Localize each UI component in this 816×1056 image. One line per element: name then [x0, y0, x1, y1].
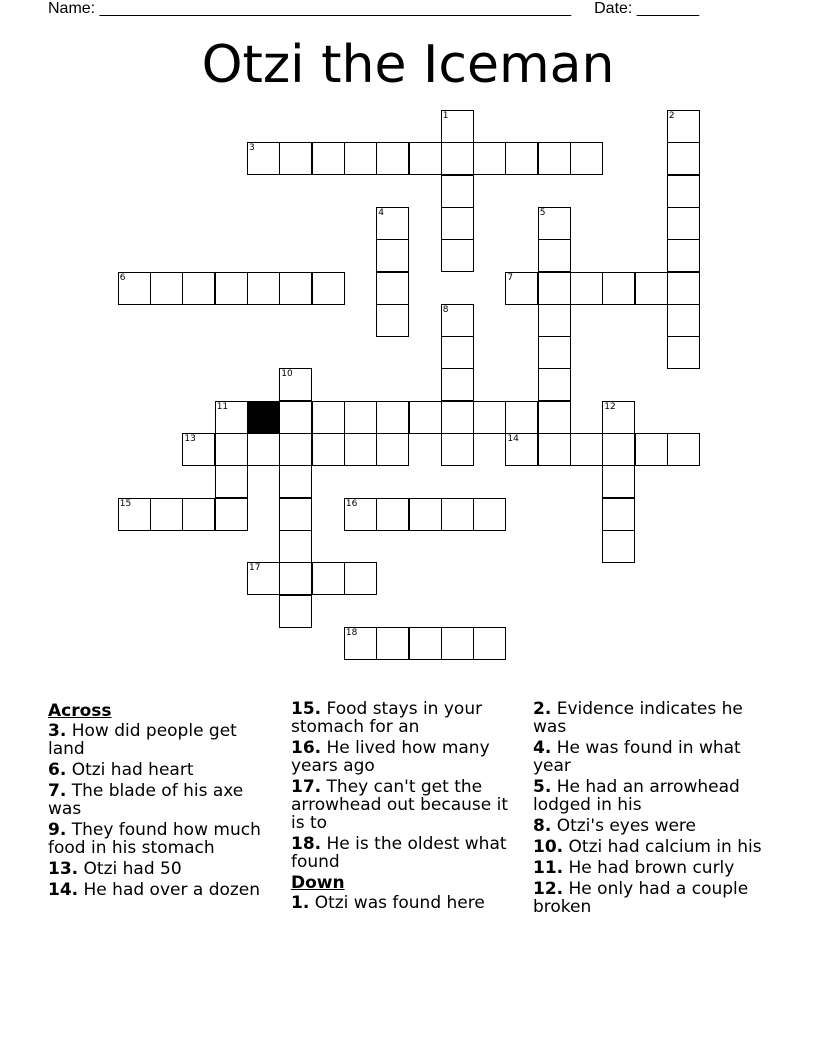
clue-text: Evidence indicates he was — [533, 699, 743, 737]
clue-text: He lived how many years ago — [291, 738, 490, 776]
clue-text: They found how much food in his stomach — [48, 820, 261, 858]
grid-cell[interactable] — [279, 562, 312, 595]
grid-cell[interactable] — [441, 498, 474, 531]
grid-cell[interactable] — [635, 433, 668, 466]
grid-cell[interactable] — [538, 368, 571, 401]
grid-cell[interactable] — [215, 498, 248, 531]
clue-number: 12 — [604, 401, 616, 412]
grid-cell[interactable] — [312, 142, 345, 175]
name-blank[interactable]: _____________________________________________________ — [99, 0, 572, 17]
clues-column-3 — [533, 700, 773, 919]
clue-number-label: 12. — [533, 879, 564, 899]
blocked-cell — [247, 401, 280, 434]
grid-cell[interactable] — [473, 142, 506, 175]
clue-number-label: 16. — [291, 738, 322, 758]
grid-cell[interactable] — [441, 368, 474, 401]
grid-cell[interactable] — [441, 336, 474, 369]
clue-text: How did people get land — [48, 721, 237, 759]
grid-cell[interactable] — [118, 498, 151, 531]
grid-cell[interactable] — [602, 465, 635, 498]
grid-cell[interactable] — [376, 207, 409, 240]
down-clue — [533, 880, 773, 916]
grid-cell[interactable] — [441, 239, 474, 272]
clue-number-label: 17. — [291, 777, 322, 797]
grid-cell[interactable] — [505, 142, 538, 175]
clue-text: Otzi had calcium in his — [563, 837, 762, 857]
clue-text: He had over a dozen — [78, 880, 261, 900]
clue-number-label: 18. — [291, 834, 322, 854]
clue-text: He only had a couple broken — [533, 879, 749, 917]
clue-text: Otzi had 50 — [78, 859, 182, 879]
grid-cell[interactable] — [538, 142, 571, 175]
across-clue — [48, 881, 276, 899]
clue-number: 1 — [442, 111, 449, 121]
grid-cell[interactable] — [667, 272, 700, 305]
grid-cell[interactable] — [247, 142, 280, 175]
grid-cell[interactable] — [344, 401, 377, 434]
page-title: Otzi the Iceman — [201, 35, 615, 95]
grid-cell[interactable] — [667, 239, 700, 272]
grid-cell[interactable] — [376, 304, 409, 337]
clue-number-label: 13. — [48, 859, 79, 879]
clue-number-label: 10. — [533, 837, 564, 857]
name-label: Name: — [48, 0, 96, 17]
grid-cell[interactable] — [182, 498, 215, 531]
down-clue — [291, 894, 519, 912]
clues-column-1 — [48, 700, 276, 902]
clue-number: 11 — [216, 401, 229, 412]
grid-cell[interactable] — [602, 272, 635, 305]
grid-cell[interactable] — [441, 142, 474, 175]
grid-cell[interactable] — [312, 562, 345, 595]
clue-text: Otzi had heart — [66, 760, 194, 780]
grid-cell[interactable] — [409, 498, 442, 531]
grid-cell[interactable] — [344, 627, 377, 660]
grid-cell[interactable] — [279, 433, 312, 466]
clue-number-label: 7. — [48, 781, 67, 801]
down-clue — [533, 700, 773, 736]
grid-cell[interactable] — [441, 627, 474, 660]
clue-text: Food stays in your stomach for an — [291, 699, 483, 737]
clue-text: He was found in what year — [533, 738, 741, 776]
grid-cell[interactable] — [279, 595, 312, 628]
clue-number-label: 14. — [48, 880, 79, 900]
date-label: Date: — [594, 0, 633, 17]
grid-cell[interactable] — [441, 110, 474, 143]
down-clue — [533, 838, 773, 856]
grid-cell[interactable] — [376, 239, 409, 272]
down-heading: Down — [291, 873, 345, 893]
clue-number: 2 — [668, 111, 675, 121]
across-clue — [291, 739, 519, 775]
grid-cell[interactable] — [182, 272, 215, 305]
clue-number: 10 — [281, 369, 293, 380]
clue-text: He is the oldest what found — [291, 834, 507, 872]
grid-cell[interactable] — [538, 336, 571, 369]
down-clue — [533, 817, 773, 835]
across-clue — [48, 821, 276, 857]
grid-cell[interactable] — [376, 498, 409, 531]
clue-text: He had brown curly — [563, 858, 735, 878]
clue-text: Otzi's eyes were — [551, 816, 697, 836]
clues-column-2 — [291, 700, 519, 915]
clue-number: 6 — [119, 272, 126, 283]
clue-text: The blade of his axe was — [48, 781, 244, 819]
grid-cell[interactable] — [279, 272, 312, 305]
grid-cell[interactable] — [376, 433, 409, 466]
grid-cell[interactable] — [667, 336, 700, 369]
grid-cell[interactable] — [182, 433, 215, 466]
clue-number-label: 8. — [533, 816, 552, 836]
clue-number-label: 11. — [533, 858, 564, 878]
grid-cell[interactable] — [409, 142, 442, 175]
grid-cell[interactable] — [667, 175, 700, 208]
grid-cell[interactable] — [312, 433, 345, 466]
grid-cell[interactable] — [215, 272, 248, 305]
clue-number: 8 — [442, 304, 449, 315]
clue-number-label: 3. — [48, 721, 67, 741]
grid-cell[interactable] — [441, 401, 474, 434]
grid-cell[interactable] — [441, 304, 474, 337]
grid-cell[interactable] — [344, 433, 377, 466]
across-clue — [48, 761, 276, 779]
across-clue — [48, 722, 276, 758]
grid-cell[interactable] — [344, 498, 377, 531]
clue-number: 7 — [507, 272, 514, 283]
clue-number-label: 4. — [533, 738, 552, 758]
grid-cell[interactable] — [602, 433, 635, 466]
across-heading: Across — [48, 701, 112, 721]
grid-cell[interactable] — [376, 627, 409, 660]
grid-cell[interactable] — [150, 498, 183, 531]
clue-number-label: 15. — [291, 699, 322, 719]
clue-number-label: 5. — [533, 777, 552, 797]
clue-number-label: 1. — [291, 893, 310, 913]
clue-number: 4 — [378, 207, 384, 218]
grid-cell[interactable] — [279, 465, 312, 498]
grid-cell[interactable] — [602, 530, 635, 563]
grid-cell[interactable] — [538, 401, 571, 434]
across-clue — [291, 700, 519, 736]
grid-cell[interactable] — [538, 304, 571, 337]
grid-cell[interactable] — [667, 207, 700, 240]
grid-cell[interactable] — [279, 142, 312, 175]
clue-number: 18 — [345, 627, 358, 638]
clue-number: 16 — [345, 498, 358, 509]
clue-text: They can't get the arrowhead out because it is to — [291, 777, 509, 833]
clue-text: He had an arrowhead lodged in his — [533, 777, 740, 815]
grid-cell[interactable] — [441, 207, 474, 240]
grid-cell[interactable] — [279, 368, 312, 401]
down-clue — [533, 859, 773, 877]
grid-cell[interactable] — [505, 272, 538, 305]
grid-cell[interactable] — [312, 401, 345, 434]
grid-cell[interactable] — [441, 433, 474, 466]
grid-cell[interactable] — [505, 433, 538, 466]
down-clue — [533, 739, 773, 775]
across-clue — [291, 835, 519, 871]
across-clue — [48, 860, 276, 878]
grid-cell[interactable] — [667, 110, 700, 143]
grid-cell[interactable] — [376, 142, 409, 175]
grid-cell[interactable] — [667, 304, 700, 337]
down-clue — [533, 778, 773, 814]
grid-cell[interactable] — [279, 530, 312, 563]
grid-cell[interactable] — [473, 401, 506, 434]
grid-cell[interactable] — [344, 562, 377, 595]
grid-cell[interactable] — [247, 562, 280, 595]
grid-cell[interactable] — [635, 272, 668, 305]
grid-cell[interactable] — [667, 433, 700, 466]
grid-cell[interactable] — [570, 272, 603, 305]
clue-number: 17 — [249, 563, 261, 574]
grid-cell[interactable] — [570, 433, 603, 466]
grid-cell[interactable] — [538, 207, 571, 240]
grid-cell[interactable] — [602, 498, 635, 531]
clue-number: 5 — [539, 207, 546, 218]
grid-cell[interactable] — [376, 401, 409, 434]
grid-cell[interactable] — [409, 627, 442, 660]
clue-number: 14 — [507, 434, 519, 444]
grid-cell[interactable] — [279, 401, 312, 434]
grid-cell[interactable] — [409, 401, 442, 434]
across-clue — [48, 782, 276, 818]
grid-cell[interactable] — [667, 142, 700, 175]
grid-cell[interactable] — [538, 239, 571, 272]
grid-cell[interactable] — [247, 272, 280, 305]
grid-cell[interactable] — [247, 433, 280, 466]
clue-text: Otzi was found here — [309, 893, 485, 913]
clue-number: 13 — [184, 434, 196, 444]
grid-cell[interactable] — [570, 142, 603, 175]
grid-cell[interactable] — [344, 142, 377, 175]
grid-cell[interactable] — [505, 401, 538, 434]
grid-cell[interactable] — [376, 272, 409, 305]
grid-cell[interactable] — [602, 401, 635, 434]
grid-cell[interactable] — [215, 401, 248, 434]
grid-cell[interactable] — [538, 433, 571, 466]
grid-cell[interactable] — [215, 433, 248, 466]
clue-number: 3 — [249, 143, 255, 154]
grid-cell[interactable] — [118, 272, 151, 305]
grid-cell[interactable] — [312, 272, 345, 305]
grid-cell[interactable] — [538, 272, 571, 305]
clue-number-label: 9. — [48, 820, 67, 840]
grid-cell[interactable] — [441, 175, 474, 208]
date-blank[interactable]: _______ — [636, 0, 700, 17]
across-clue — [291, 778, 519, 832]
grid-cell[interactable] — [473, 627, 506, 660]
grid-cell[interactable] — [215, 465, 248, 498]
clue-number-label: 2. — [533, 699, 552, 719]
grid-cell[interactable] — [150, 272, 183, 305]
clue-number-label: 6. — [48, 760, 67, 780]
grid-cell[interactable] — [279, 498, 312, 531]
grid-cell[interactable] — [473, 498, 506, 531]
clue-number: 15 — [119, 498, 132, 509]
